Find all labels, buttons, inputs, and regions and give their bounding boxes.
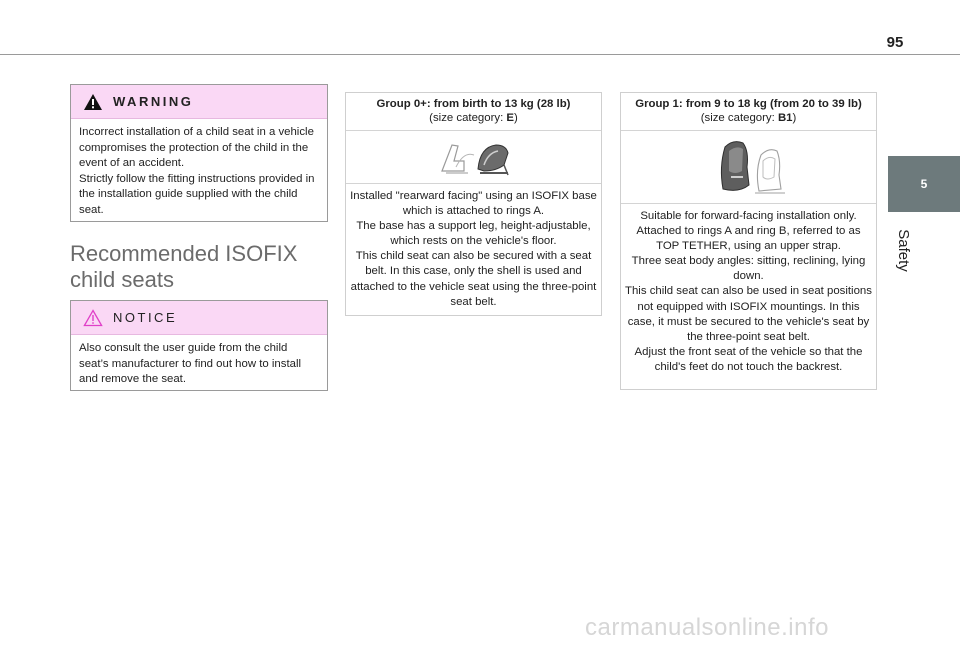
group0-description: [346, 184, 601, 310]
rearward-child-seat-illustration: [434, 137, 514, 177]
section-title-line: child seats: [70, 267, 174, 292]
group0-line: The base has a support leg, height-adjustable, which rests on the vehicle's floor.: [356, 220, 591, 248]
notice-body: [71, 335, 327, 388]
group1-header: [621, 93, 876, 131]
page-number: 95: [886, 34, 904, 51]
group1-size-category: [621, 111, 876, 125]
warning-paragraph: Strictly follow the fitting instructions provided in the installation guide supplied with the child seat.: [79, 172, 315, 216]
group1-image: [621, 131, 876, 204]
group1-line: Suitable for forward-facing installation only.: [640, 210, 857, 222]
chapter-label: [888, 220, 918, 280]
group1-line: Attached to rings A and ring B, referred to as TOP TETHER, using an upper strap.: [636, 225, 861, 253]
group1-heading: Group 1: from 9 to 18 kg (from 20 to 39 lb): [635, 98, 862, 110]
group0-card: [345, 92, 602, 316]
group0-header: [346, 93, 601, 131]
notice-title: NOTICE: [113, 310, 178, 325]
size-code: E: [506, 112, 515, 124]
warning-header: [71, 85, 327, 119]
warning-triangle-icon: [83, 93, 103, 111]
warning-title: WARNING: [113, 94, 194, 109]
watermark: carmanualsonline.info: [585, 614, 829, 641]
group0-heading: Group 0+: from birth to 13 kg (28 lb): [376, 98, 571, 110]
section-title: [70, 241, 330, 293]
chapter-number: 5: [920, 177, 928, 191]
group0-image: [346, 131, 601, 184]
notice-box: [70, 300, 328, 391]
header-divider: [0, 54, 960, 55]
group1-line: Three seat body angles: sitting, reclining, lying down.: [631, 255, 866, 283]
group1-line: Adjust the front seat of the vehicle so that the child's feet do not touch the backrest.: [634, 345, 863, 373]
size-label: (size category:: [429, 112, 507, 124]
group1-description: [621, 204, 876, 375]
group0-size-category: [346, 111, 601, 125]
warning-box: [70, 84, 328, 222]
size-code: B1: [777, 112, 793, 124]
section-title-line: Recommended ISOFIX: [70, 241, 298, 266]
size-label: (size category:: [700, 112, 778, 124]
group1-card: [620, 92, 877, 390]
warning-body: [71, 119, 327, 218]
size-suffix: ): [514, 112, 518, 124]
chapter-label-text: Safety: [894, 228, 912, 272]
forward-child-seat-illustration: [709, 137, 789, 197]
notice-text: Also consult the user guide from the child seat’s manufacturer to find out how to install and remove the seat.: [79, 342, 302, 385]
group0-line: Installed "rearward facing" using an ISOFIX base which is attached to rings A.: [350, 190, 597, 218]
chapter-tab[interactable]: [888, 156, 960, 212]
warning-paragraph: Incorrect installation of a child seat in a vehicle compromises the protection of the child in the event of an accident.: [79, 126, 314, 169]
notice-header: [71, 301, 327, 335]
group0-line: This child seat can also be secured with a seat belt. In this case, only the shell is used and attached to the vehicle seat using the three-point seat belt.: [350, 250, 597, 308]
size-suffix: ): [792, 112, 797, 124]
group1-line: This child seat can also be used in seat positions not equipped with ISOFIX mountings. In this case, it must be secured to the vehicle's seat by the three-point seat belt.: [625, 285, 872, 343]
notice-triangle-icon: [83, 309, 103, 327]
